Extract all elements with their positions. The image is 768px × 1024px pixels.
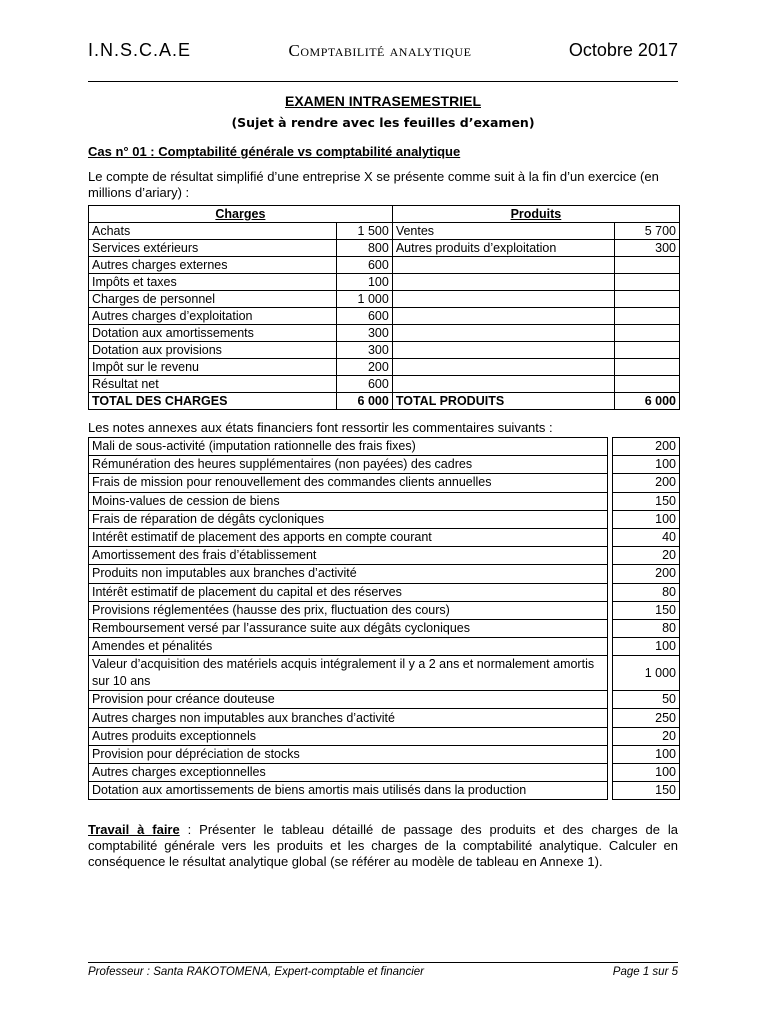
income-table-body — [89, 223, 680, 410]
charges-header: Charges — [89, 206, 393, 223]
notes-table-body — [89, 438, 680, 800]
note-row — [89, 547, 680, 565]
produit-value — [615, 308, 680, 325]
exam-date: Octobre 2017 — [568, 40, 678, 60]
produit-value: 300 — [615, 240, 680, 257]
note-value: 1 000 — [613, 656, 680, 691]
income-row — [89, 291, 680, 308]
note-row — [89, 745, 680, 763]
note-value: 20 — [613, 547, 680, 565]
note-label: Autres charges non imputables aux branches d’activité — [89, 709, 608, 727]
note-label: Valeur d’acquisition des matériels acquis intégralement il y a 2 ans et normalement amortis sur 10 ans — [89, 656, 608, 691]
note-row — [89, 782, 680, 800]
note-value: 100 — [613, 638, 680, 656]
charge-value: 600 — [337, 376, 393, 393]
charge-label: Autres charges externes — [89, 257, 337, 274]
charge-label: Services extérieurs — [89, 240, 337, 257]
course-subject: Comptabilité analytique — [288, 41, 472, 60]
income-row — [89, 274, 680, 291]
note-row — [89, 474, 680, 492]
note-row — [89, 528, 680, 546]
footer-page-number: Page 1 sur 5 — [612, 966, 678, 978]
note-label: Intérêt estimatif de placement du capital et des réserves — [89, 583, 608, 601]
produit-label — [392, 359, 614, 376]
produit-label — [392, 257, 614, 274]
income-row — [89, 325, 680, 342]
produit-value: 6 000 — [615, 393, 680, 410]
charge-label: Impôt sur le revenu — [89, 359, 337, 376]
note-label: Remboursement versé par l’assurance suite aux dégâts cycloniques — [89, 619, 608, 637]
charge-value: 1 000 — [337, 291, 393, 308]
produit-value — [615, 291, 680, 308]
income-total-row — [89, 393, 680, 410]
charge-value: 300 — [337, 342, 393, 359]
charge-value: 800 — [337, 240, 393, 257]
note-value: 80 — [613, 583, 680, 601]
notes-intro: Les notes annexes aux états financiers font ressortir les commentaires suivants : — [88, 420, 553, 435]
note-label: Mali de sous-activité (imputation rationnelle des frais fixes) — [89, 438, 608, 456]
note-label: Frais de mission pour renouvellement des commandes clients annuelles — [89, 474, 608, 492]
income-table-header — [89, 206, 680, 223]
income-row — [89, 223, 680, 240]
produit-label: Ventes — [392, 223, 614, 240]
charge-label: Achats — [89, 223, 337, 240]
note-value: 150 — [613, 782, 680, 800]
note-value: 150 — [613, 601, 680, 619]
note-value: 100 — [613, 456, 680, 474]
produit-label — [392, 274, 614, 291]
charge-value: 300 — [337, 325, 393, 342]
note-label: Amortissement des frais d’établissement — [89, 547, 608, 565]
note-value: 80 — [613, 619, 680, 637]
note-row — [89, 565, 680, 583]
notes-table — [88, 437, 680, 800]
charge-label: Dotation aux amortissements — [89, 325, 337, 342]
note-label: Moins-values de cession de biens — [89, 492, 608, 510]
income-row — [89, 359, 680, 376]
income-statement-table — [88, 205, 680, 410]
note-row — [89, 638, 680, 656]
charge-label: Impôts et taxes — [89, 274, 337, 291]
income-row — [89, 240, 680, 257]
produit-label — [392, 342, 614, 359]
note-value: 200 — [613, 474, 680, 492]
note-row — [89, 656, 680, 691]
page-footer — [88, 966, 678, 978]
note-value: 100 — [613, 510, 680, 528]
note-label: Produits non imputables aux branches d’activité — [89, 565, 608, 583]
produit-value — [615, 342, 680, 359]
note-label: Amendes et pénalités — [89, 638, 608, 656]
note-value: 50 — [613, 691, 680, 709]
produit-label — [392, 291, 614, 308]
note-value: 150 — [613, 492, 680, 510]
produit-value: 5 700 — [615, 223, 680, 240]
note-row — [89, 691, 680, 709]
charge-label: Autres charges d’exploitation — [89, 308, 337, 325]
charge-value: 6 000 — [337, 393, 393, 410]
footer-author: Professeur : Santa RAKOTOMENA, Expert-comptable et financier — [88, 966, 424, 978]
note-row — [89, 764, 680, 782]
note-value: 20 — [613, 727, 680, 745]
note-label: Autres produits exceptionnels — [89, 727, 608, 745]
charge-label: Résultat net — [89, 376, 337, 393]
note-value: 100 — [613, 764, 680, 782]
note-value: 40 — [613, 528, 680, 546]
case-title: Cas n° 01 : Comptabilité générale vs comptabilité analytique — [88, 144, 461, 159]
produit-label — [392, 325, 614, 342]
produit-value — [615, 257, 680, 274]
note-row — [89, 601, 680, 619]
note-row — [89, 438, 680, 456]
header-divider — [88, 81, 678, 82]
charge-value: 600 — [337, 257, 393, 274]
note-value: 200 — [613, 565, 680, 583]
charge-label: Charges de personnel — [89, 291, 337, 308]
footer-divider — [88, 962, 678, 963]
exam-title: EXAMEN INTRASEMESTRIEL — [284, 93, 481, 109]
produit-label — [392, 308, 614, 325]
charge-value: 100 — [337, 274, 393, 291]
charge-value: 200 — [337, 359, 393, 376]
task-lead: Travail à faire — [88, 822, 180, 837]
intro-paragraph: Le compte de résultat simplifié d’une entreprise X se présente comme suit à la fin d’un exercice (en millions d’ariary) : — [88, 169, 659, 200]
school-name: I.N.S.C.A.E — [88, 40, 192, 60]
note-value: 100 — [613, 745, 680, 763]
note-label: Rémunération des heures supplémentaires (non payées) des cadres — [89, 456, 608, 474]
produit-value — [615, 325, 680, 342]
produit-label: TOTAL PRODUITS — [392, 393, 614, 410]
note-row — [89, 619, 680, 637]
income-row — [89, 342, 680, 359]
note-row — [89, 583, 680, 601]
note-row — [89, 709, 680, 727]
produit-value — [615, 376, 680, 393]
note-row — [89, 727, 680, 745]
produits-header: Produits — [392, 206, 679, 223]
note-label: Provisions réglementées (hausse des prix, fluctuation des cours) — [89, 601, 608, 619]
note-label: Provision pour dépréciation de stocks — [89, 745, 608, 763]
task-paragraph — [88, 822, 678, 870]
note-row — [89, 456, 680, 474]
note-value: 200 — [613, 438, 680, 456]
produit-label: Autres produits d’exploitation — [392, 240, 614, 257]
produit-label — [392, 376, 614, 393]
note-row — [89, 492, 680, 510]
income-row — [89, 376, 680, 393]
note-row — [89, 510, 680, 528]
page-header — [88, 40, 678, 70]
note-label: Frais de réparation de dégâts cycloniques — [89, 510, 608, 528]
income-row — [89, 308, 680, 325]
charge-value: 1 500 — [337, 223, 393, 240]
note-label: Autres charges exceptionnelles — [89, 764, 608, 782]
income-row — [89, 257, 680, 274]
charge-label: Dotation aux provisions — [89, 342, 337, 359]
note-value: 250 — [613, 709, 680, 727]
charge-label: TOTAL DES CHARGES — [89, 393, 337, 410]
note-label: Provision pour créance douteuse — [89, 691, 608, 709]
exam-subtitle: (Sujet à rendre avec les feuilles d’examen) — [231, 115, 535, 130]
charge-value: 600 — [337, 308, 393, 325]
task-text: : Présenter le tableau détaillé de passage des produits et des charges de la comptabilité générale vers les produits et les charges de la comptabilité analytique. Calculer en conséquence le résultat analytique global (se référer au modèle de tableau en Annexe 1). — [88, 822, 678, 869]
produit-value — [615, 274, 680, 291]
produit-value — [615, 359, 680, 376]
note-label: Dotation aux amortissements de biens amortis mais utilisés dans la production — [89, 782, 608, 800]
note-label: Intérêt estimatif de placement des apports en compte courant — [89, 528, 608, 546]
